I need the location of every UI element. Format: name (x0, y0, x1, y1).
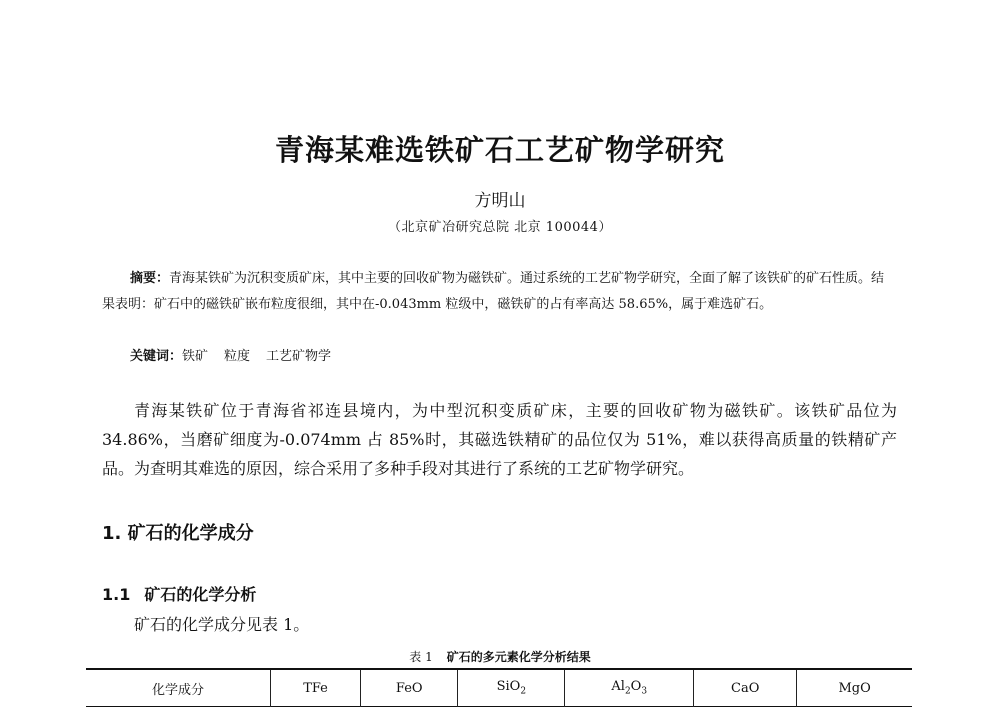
table-header-cell: CaO (694, 669, 797, 707)
formula-base: SiO (496, 679, 521, 695)
chemical-analysis-table (86, 668, 912, 707)
body-paragraph: 矿石的化学成分见表 1。 (134, 615, 310, 634)
author-name: 方明山 (474, 191, 526, 211)
abstract (102, 266, 897, 318)
intro-paragraph: 青海某铁矿位于青海省祁连县境内，为中型沉积变质矿床，主要的回收矿物为磁铁矿。该铁矿品位为 34.86%，当磨矿细度为-0.074mm 占 85%时，其磁选铁精矿的品位仅为 51%，难以获得高质量的铁精矿产品。为查明其难选的原因，综合采用了多种手段对其进行了系统的工艺矿物学研究。 (102, 401, 897, 478)
formula-subscript: 3 (641, 686, 648, 697)
keyword-item: 工艺矿物学 (266, 349, 332, 364)
keywords-label: 关键词： (130, 349, 183, 364)
keyword-item: 粒度 (224, 349, 251, 364)
table-header-cell (458, 669, 565, 707)
subsection-title: 矿石的化学分析 (144, 585, 257, 604)
table-header-row (86, 669, 912, 707)
formula-base: O (630, 679, 642, 695)
table-header-cell: MgO (797, 669, 912, 707)
subsection-number: 1.1 (102, 585, 131, 604)
subsection-heading (102, 582, 256, 605)
formula-subscript: 2 (624, 686, 631, 697)
keyword-item: 铁矿 (182, 349, 209, 364)
abstract-text: 青海某铁矿为沉积变质矿床，其中主要的回收矿物为磁铁矿。通过系统的工艺矿物学研究，全面了解了该铁矿的矿石性质。结果表明：矿石中的磁铁矿嵌布粒度很细，其中在-0.043mm 粒级中，磁铁矿的占有率高达 58.65%，属于难选矿石。 (102, 271, 885, 312)
formula-base: Al (611, 679, 625, 695)
table-caption-number: 表 1 (409, 650, 433, 664)
abstract-label: 摘要： (130, 271, 170, 286)
author-affiliation: （北京矿冶研究总院 北京 100044） (388, 220, 612, 235)
keywords (130, 345, 347, 364)
section-heading: 1. 矿石的化学成分 (102, 523, 254, 544)
formula-subscript: 2 (520, 686, 527, 697)
table-header-cell (565, 669, 694, 707)
table-header-cell: FeO (361, 669, 458, 707)
table-caption (0, 648, 1000, 665)
table-header-cell: TFe (270, 669, 360, 707)
paper-title: 青海某难选铁矿石工艺矿物学研究 (274, 133, 725, 167)
table-header-cell: 化学成分 (151, 682, 204, 698)
table-caption-title: 矿石的多元素化学分析结果 (446, 650, 591, 664)
